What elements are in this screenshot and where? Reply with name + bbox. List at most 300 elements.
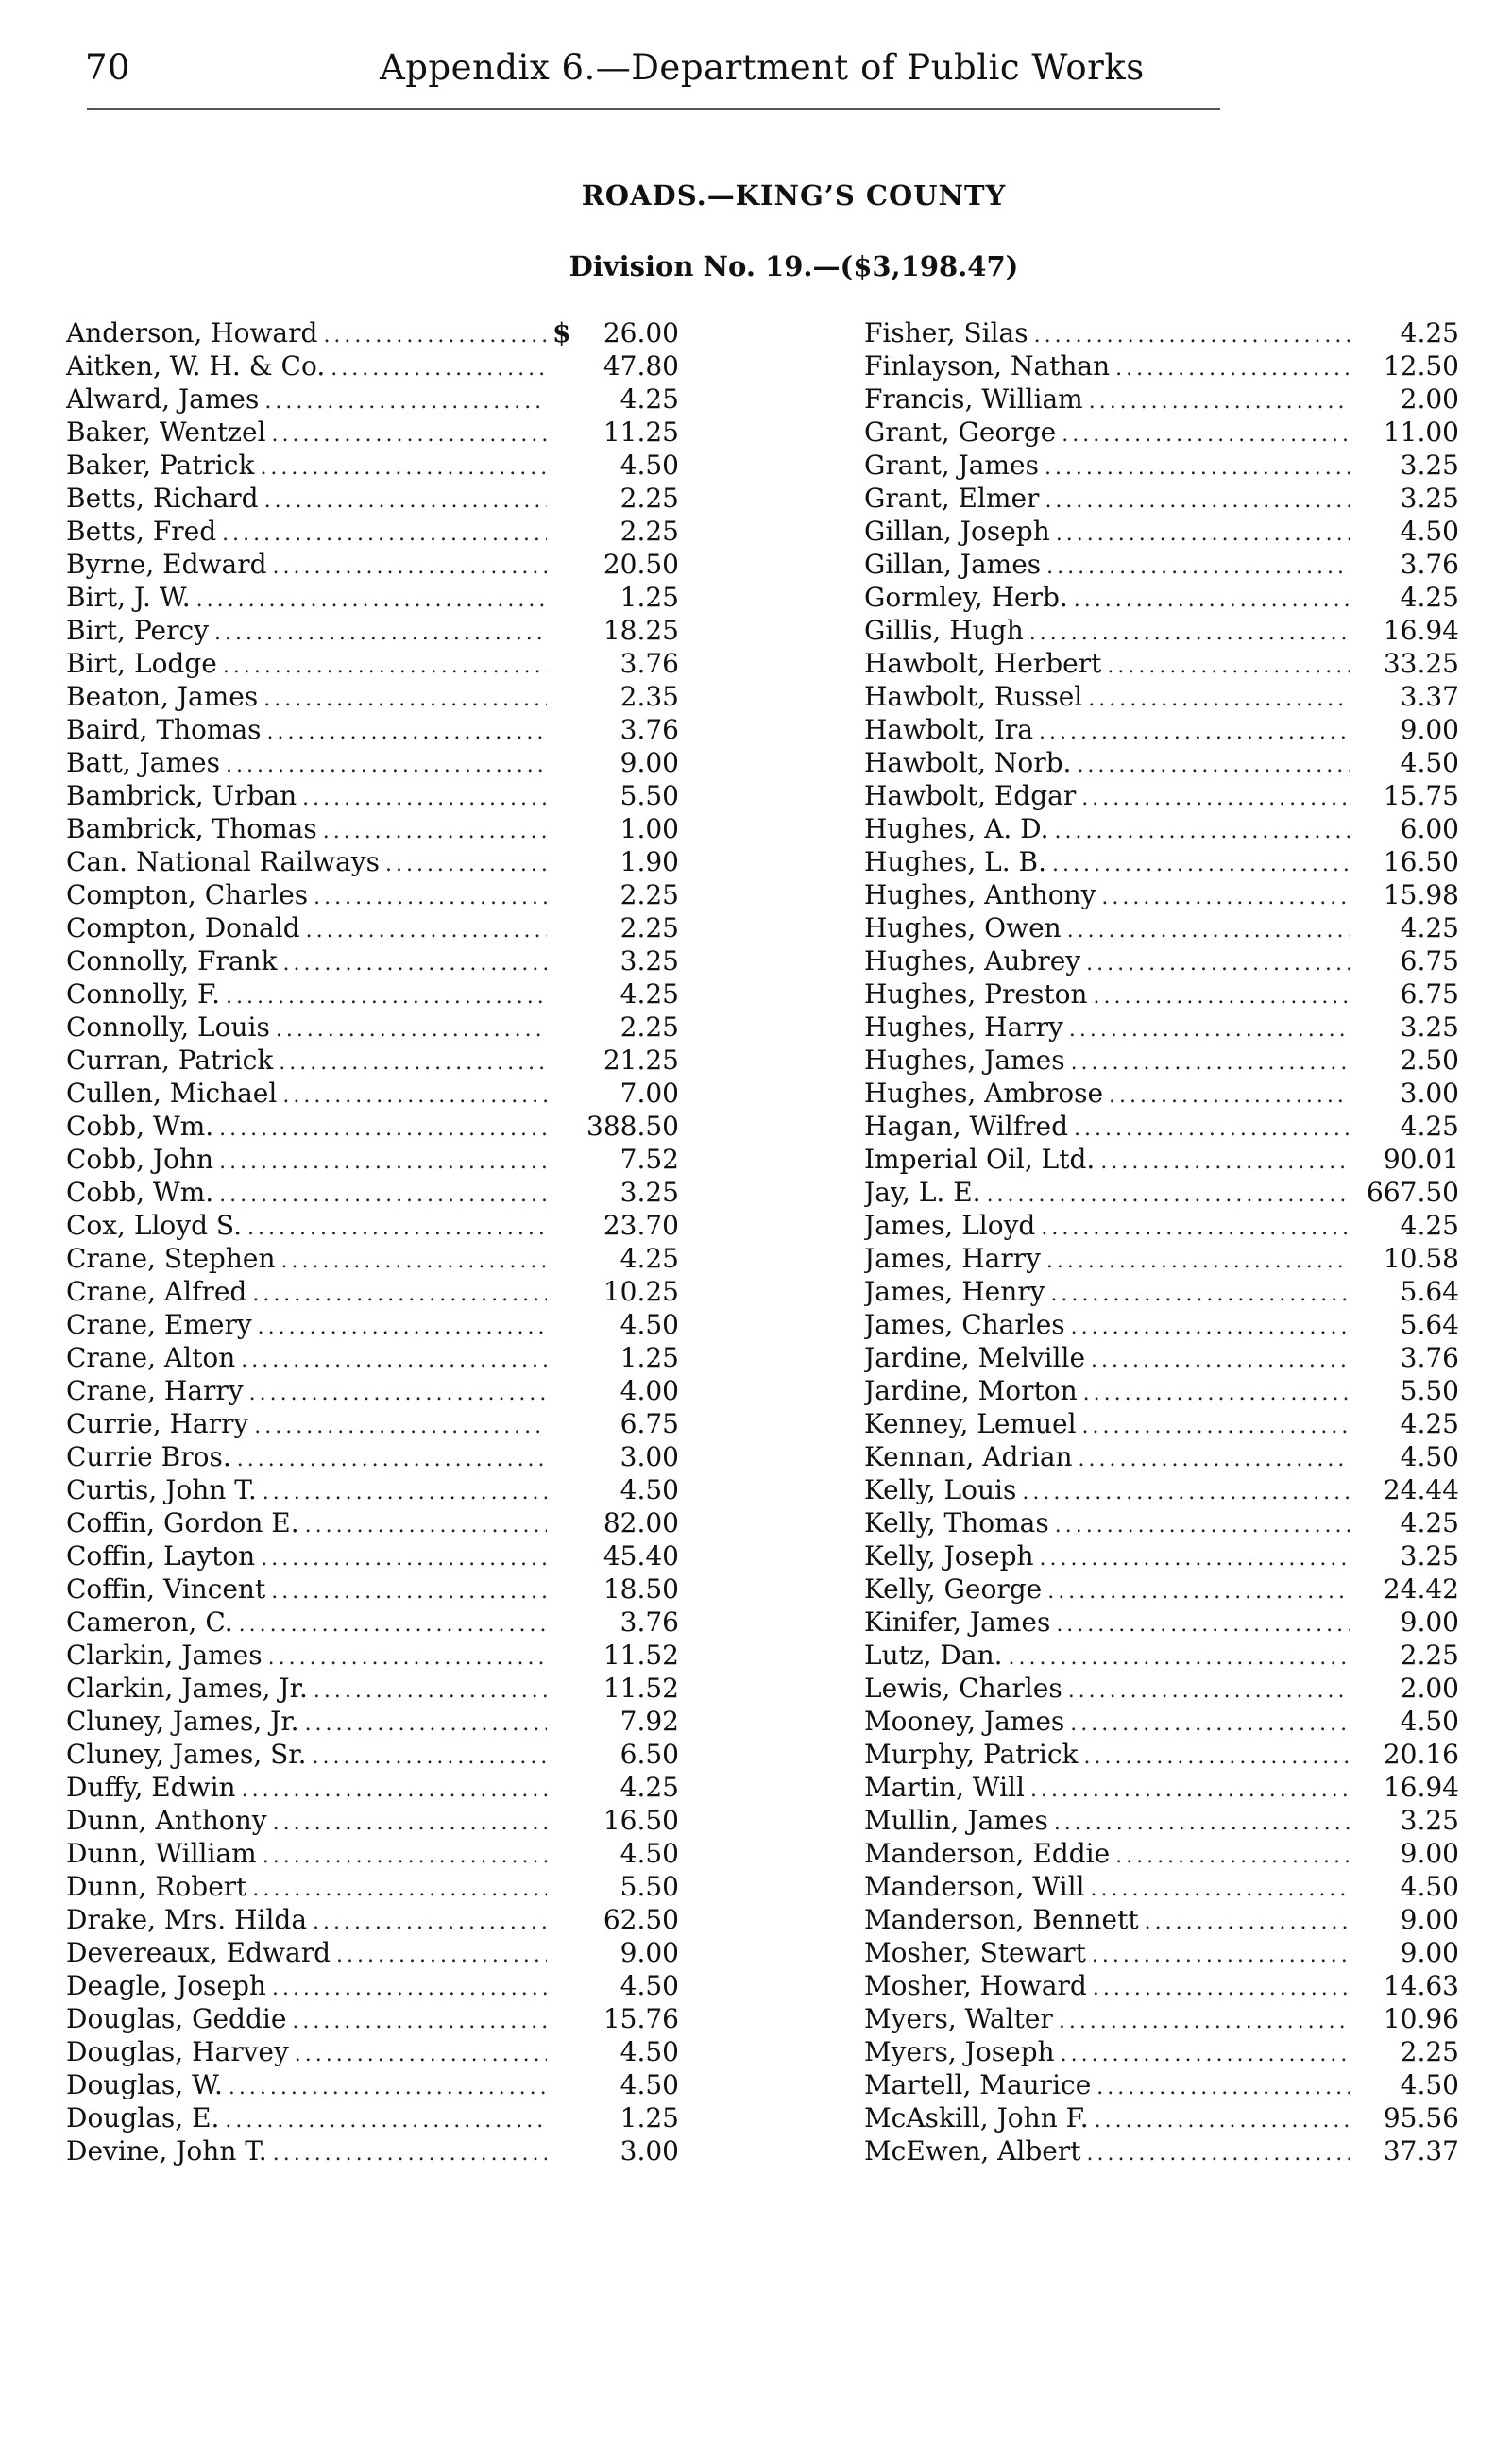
payment-row	[66, 316, 708, 349]
payment-amount: 23.70	[603, 1210, 679, 1241]
payee-name: Hughes, Harry	[864, 1011, 1063, 1043]
dot-leader	[1071, 1046, 1350, 1079]
dot-leader	[252, 1278, 547, 1311]
payment-row	[864, 1903, 1464, 1936]
payment-amount: 4.50	[1400, 1706, 1459, 1737]
payee-name: Kelly, Joseph	[864, 1540, 1034, 1572]
payee-name: Lewis, Charles	[864, 1673, 1062, 1704]
payment-row	[66, 1506, 708, 1539]
payee-name: Connolly, Frank	[66, 945, 278, 977]
payment-row	[66, 878, 708, 911]
dot-leader	[1056, 518, 1350, 551]
dot-leader	[313, 1906, 547, 1939]
dot-leader	[196, 584, 547, 617]
payment-amount: 3.00	[620, 2135, 679, 2167]
payment-row	[66, 1672, 708, 1705]
payee-name: Manderson, Bennett	[864, 1904, 1139, 1935]
dot-leader	[1062, 418, 1350, 451]
name-leader	[66, 1242, 552, 1278]
name-leader	[864, 1672, 1355, 1708]
name-leader	[864, 878, 1355, 914]
payment-row	[864, 382, 1464, 416]
name-leader	[66, 2002, 552, 2038]
payee-name: Douglas, Geddie	[66, 2003, 287, 2034]
payment-amount: 2.25	[620, 912, 679, 943]
payment-row	[864, 911, 1464, 944]
dot-leader	[264, 385, 547, 418]
payment-row	[864, 1969, 1464, 2002]
payment-row	[864, 1572, 1464, 1606]
payment-row	[864, 1440, 1464, 1473]
dot-leader	[305, 1509, 547, 1542]
payment-row	[864, 1011, 1464, 1044]
payee-name: Jardine, Morton	[864, 1375, 1078, 1406]
name-leader	[864, 1044, 1355, 1079]
dot-leader	[1071, 1311, 1350, 1344]
name-leader	[864, 779, 1355, 815]
payment-row	[864, 1374, 1464, 1407]
dot-leader	[1029, 617, 1350, 650]
payment-row	[66, 1374, 708, 1407]
name-leader	[864, 1473, 1355, 1509]
payment-amount: 45.40	[603, 1540, 679, 1572]
name-leader	[864, 977, 1355, 1013]
payment-amount: 4.50	[620, 450, 679, 481]
payment-amount: 7.52	[620, 1144, 679, 1175]
dot-leader	[226, 980, 547, 1013]
payee-name: Connolly, Louis	[66, 1011, 270, 1043]
payee-name: Beaton, James	[66, 681, 259, 712]
dot-leader	[1070, 1708, 1350, 1741]
payment-row	[864, 581, 1464, 614]
name-leader	[864, 1705, 1355, 1741]
payee-name: Byrne, Edward	[66, 549, 267, 580]
name-leader	[66, 1870, 552, 1906]
dot-leader	[263, 1840, 547, 1873]
payment-amount: 3.00	[1400, 1078, 1459, 1109]
payment-amount: 9.00	[620, 1937, 679, 1968]
name-leader	[864, 1639, 1355, 1674]
payment-row	[864, 1110, 1464, 1143]
payment-row	[864, 1341, 1464, 1374]
payee-name: Crane, Harry	[66, 1375, 244, 1406]
payment-row	[66, 746, 708, 779]
payment-row	[66, 515, 708, 548]
payment-row	[66, 1110, 708, 1143]
dot-leader	[1083, 1741, 1350, 1774]
dot-leader	[1100, 1146, 1350, 1179]
payee-name: Compton, Charles	[66, 879, 309, 910]
name-leader	[864, 1870, 1355, 1906]
payment-amount: 3.25	[1400, 1540, 1459, 1572]
payee-name: Murphy, Patrick	[864, 1739, 1079, 1770]
payment-row	[864, 515, 1464, 548]
name-leader	[66, 2101, 552, 2137]
payee-name: Grant, James	[864, 450, 1039, 481]
payee-name: Devine, John T.	[66, 2135, 267, 2167]
name-leader	[66, 680, 552, 716]
payment-row	[864, 680, 1464, 713]
payment-row	[864, 1639, 1464, 1672]
payee-name: Jay, L. E.	[864, 1177, 981, 1208]
payee-name: Hawbolt, Edgar	[864, 780, 1077, 811]
dot-leader	[314, 1674, 547, 1708]
payment-amount: 4.50	[620, 2036, 679, 2067]
payment-row	[864, 1705, 1464, 1738]
payment-amount: 16.50	[1383, 846, 1459, 877]
payment-row	[66, 911, 708, 944]
name-leader	[864, 1275, 1355, 1311]
payee-name: Devereaux, Edward	[66, 1937, 331, 1968]
name-leader	[66, 1176, 552, 1212]
dot-leader	[272, 418, 547, 451]
payment-row	[864, 1044, 1464, 1077]
payment-amount: 95.56	[1383, 2102, 1459, 2133]
payment-row	[864, 2002, 1464, 2035]
dot-leader	[1052, 848, 1350, 881]
dot-leader	[1054, 1807, 1350, 1840]
payee-name: Douglas, E.	[66, 2102, 220, 2133]
dot-leader	[1082, 1410, 1350, 1443]
name-leader	[66, 878, 552, 914]
payee-name: Finlayson, Nathan	[864, 350, 1111, 382]
payment-amount: 10.58	[1383, 1243, 1459, 1274]
payment-amount: 4.25	[1400, 1210, 1459, 1241]
payment-amount: 6.75	[620, 1408, 679, 1439]
dot-leader	[313, 1741, 547, 1774]
payee-name: Hughes, Preston	[864, 978, 1088, 1010]
payee-name: James, Harry	[864, 1243, 1041, 1274]
name-leader	[864, 349, 1355, 385]
payment-row	[66, 1407, 708, 1440]
dot-leader	[219, 1146, 547, 1179]
payment-amount: 4.50	[1400, 1871, 1459, 1902]
name-leader	[864, 2134, 1355, 2170]
payment-row	[864, 1837, 1464, 1870]
name-leader	[864, 1341, 1355, 1377]
payment-row	[66, 614, 708, 647]
payee-name: James, Charles	[864, 1309, 1065, 1340]
payment-row	[66, 1539, 708, 1572]
name-leader	[864, 2068, 1355, 2104]
name-leader	[66, 1837, 552, 1873]
payment-amount: 1.25	[620, 582, 679, 613]
name-leader	[66, 1407, 552, 1443]
name-leader	[66, 482, 552, 518]
payment-row	[864, 1539, 1464, 1572]
dot-leader	[222, 518, 547, 551]
payment-amount: 9.00	[1400, 714, 1459, 745]
payment-row	[66, 944, 708, 977]
payment-row	[66, 1804, 708, 1837]
payment-amount: 4.50	[1400, 1441, 1459, 1472]
payment-amount: 2.50	[1400, 1045, 1459, 1076]
name-leader	[66, 1011, 552, 1046]
payment-row	[864, 1209, 1464, 1242]
section-title: ROADS.—KING’S COUNTY	[581, 179, 1007, 212]
payee-name: Mullin, James	[864, 1805, 1048, 1836]
payee-name: Gormley, Herb.	[864, 582, 1068, 613]
payment-amount: 33.25	[1383, 648, 1459, 679]
payee-name: Crane, Emery	[66, 1309, 252, 1340]
dot-leader	[292, 2005, 547, 2038]
payment-row	[66, 1639, 708, 1672]
payee-name: Gillis, Hugh	[864, 615, 1024, 646]
payee-name: Birt, J. W.	[66, 582, 191, 613]
payee-name: Kinifer, James	[864, 1606, 1051, 1638]
payment-amount: 4.25	[620, 383, 679, 415]
payee-name: Gillan, Joseph	[864, 516, 1050, 547]
payment-amount: 11.52	[603, 1673, 679, 1704]
payment-amount: 4.25	[1400, 1507, 1459, 1538]
payee-name: Currie, Harry	[66, 1408, 249, 1439]
payment-row	[66, 1440, 708, 1473]
dot-leader	[273, 2137, 547, 2170]
dot-leader	[279, 1046, 547, 1079]
payment-row	[66, 845, 708, 878]
payment-amount: 90.01	[1383, 1144, 1459, 1175]
payment-amount: 7.00	[620, 1078, 679, 1109]
name-leader	[864, 1242, 1355, 1278]
payment-row	[864, 713, 1464, 746]
payment-row	[864, 316, 1464, 349]
name-leader	[66, 647, 552, 683]
payment-amount: 3.25	[620, 945, 679, 977]
name-leader	[864, 1837, 1355, 1873]
payment-row	[864, 1804, 1464, 1837]
dot-leader	[1079, 1443, 1350, 1476]
payment-amount: 5.50	[620, 1871, 679, 1902]
payee-name: Cluney, James, Sr.	[66, 1739, 307, 1770]
name-leader	[66, 1969, 552, 2005]
payment-amount: 3.25	[1400, 1805, 1459, 1836]
dot-leader	[1109, 1079, 1350, 1113]
payee-name: Imperial Oil, Ltd.	[864, 1144, 1096, 1175]
dot-leader	[1083, 1377, 1350, 1410]
payee-name: Hawbolt, Norb.	[864, 747, 1072, 778]
payee-name: Can. National Railways	[66, 846, 380, 877]
dot-leader	[1095, 2104, 1350, 2137]
payment-amount: 3.25	[1400, 450, 1459, 481]
dot-leader	[273, 1807, 547, 1840]
payment-row	[864, 746, 1464, 779]
payment-row	[66, 2068, 708, 2101]
name-leader	[66, 1672, 552, 1708]
name-leader	[66, 845, 552, 881]
dot-leader	[264, 484, 547, 518]
payment-amount: 388.50	[586, 1111, 679, 1142]
payee-name: Hughes, A. D.	[864, 813, 1049, 844]
name-leader	[864, 416, 1355, 451]
name-leader	[66, 2035, 552, 2071]
payment-amount: 2.25	[620, 879, 679, 910]
name-leader	[66, 614, 552, 650]
dot-leader	[1091, 1873, 1351, 1906]
payee-name: Bambrick, Thomas	[66, 813, 317, 844]
right-column	[864, 316, 1464, 2167]
payment-amount: 3.76	[1400, 1342, 1459, 1373]
payment-amount: 9.00	[620, 747, 679, 778]
payee-name: Currie Bros.	[66, 1441, 231, 1472]
dot-leader	[1030, 1774, 1350, 1807]
payment-amount: 4.25	[1400, 317, 1459, 348]
payee-name: Dunn, Anthony	[66, 1805, 267, 1836]
dot-leader	[271, 1575, 547, 1608]
payment-amount: 6.50	[620, 1739, 679, 1770]
payment-amount: 2.25	[620, 483, 679, 514]
header-rule	[87, 108, 1220, 110]
dot-leader	[1089, 385, 1350, 418]
payment-row	[864, 614, 1464, 647]
payment-row	[66, 1738, 708, 1771]
payment-amount: 4.25	[620, 1243, 679, 1274]
name-leader	[864, 1903, 1355, 1939]
payment-amount: 18.25	[603, 615, 679, 646]
payment-row	[864, 1936, 1464, 1969]
payment-row	[864, 1407, 1464, 1440]
name-leader	[864, 581, 1355, 617]
payment-row	[864, 1143, 1464, 1176]
payment-row	[864, 878, 1464, 911]
payee-name: Baker, Wentzel	[66, 416, 266, 448]
payment-row	[66, 1771, 708, 1804]
name-leader	[864, 316, 1355, 352]
dot-leader	[1067, 914, 1350, 947]
name-leader	[864, 482, 1355, 518]
dot-leader	[1086, 947, 1350, 980]
name-leader	[66, 1077, 552, 1113]
dot-leader	[1055, 1509, 1350, 1542]
name-leader	[864, 2002, 1355, 2038]
payment-amount: 24.44	[1383, 1474, 1459, 1505]
name-leader	[864, 2035, 1355, 2071]
payment-amount: 20.16	[1383, 1739, 1459, 1770]
dot-leader	[305, 1708, 547, 1741]
payment-amount: 4.25	[1400, 1111, 1459, 1142]
payment-amount: 4.25	[1400, 582, 1459, 613]
name-leader	[66, 1639, 552, 1674]
payment-amount: 24.42	[1383, 1573, 1459, 1605]
payment-row	[864, 812, 1464, 845]
name-leader	[864, 911, 1355, 947]
payment-row	[66, 1209, 708, 1242]
payment-amount: 11.25	[603, 416, 679, 448]
payment-amount: 5.50	[1400, 1375, 1459, 1406]
payee-name: Douglas, W.	[66, 2069, 223, 2100]
payee-name: Kelly, Thomas	[864, 1507, 1049, 1538]
payee-name: Crane, Alton	[66, 1342, 236, 1373]
payee-name: Grant, Elmer	[864, 483, 1040, 514]
payee-name: Compton, Donald	[66, 912, 300, 943]
name-leader	[66, 779, 552, 815]
payee-name: Cobb, Wm.	[66, 1177, 214, 1208]
payment-row	[66, 1308, 708, 1341]
payment-amount: 3.37	[1400, 681, 1459, 712]
payment-row	[864, 1672, 1464, 1705]
name-leader	[66, 2068, 552, 2104]
payment-row	[864, 449, 1464, 482]
payee-name: Grant, George	[864, 416, 1057, 448]
dot-leader	[242, 1774, 547, 1807]
payment-amount: 62.50	[603, 1904, 679, 1935]
name-leader	[864, 1572, 1355, 1608]
payee-name: Hughes, Owen	[864, 912, 1062, 943]
payee-name: Kenney, Lemuel	[864, 1408, 1077, 1439]
payee-name: Manderson, Will	[864, 1871, 1085, 1902]
payment-amount: 3.76	[620, 714, 679, 745]
name-leader	[864, 746, 1355, 782]
payment-row	[66, 1606, 708, 1639]
dot-leader	[1115, 1840, 1350, 1873]
running-title: Appendix 6.—Department of Public Works	[380, 47, 1145, 88]
dot-leader	[1101, 881, 1350, 914]
payee-name: Myers, Walter	[864, 2003, 1053, 2034]
payee-name: Crane, Alfred	[66, 1276, 247, 1307]
name-leader	[66, 1539, 552, 1575]
dot-leader	[219, 1179, 547, 1212]
payment-amount: 26.00	[603, 317, 679, 348]
page-number: 70	[85, 47, 131, 88]
payee-name: James, Lloyd	[864, 1210, 1036, 1241]
name-leader	[66, 1572, 552, 1608]
payment-amount: 1.25	[620, 2102, 679, 2133]
name-leader	[864, 845, 1355, 881]
payment-row	[66, 1143, 708, 1176]
payee-name: Coffin, Vincent	[66, 1573, 266, 1605]
payee-name: Hawbolt, Ira	[864, 714, 1034, 745]
payment-row	[864, 416, 1464, 449]
dot-leader	[1050, 1278, 1350, 1311]
payee-name: Fisher, Silas	[864, 317, 1028, 348]
dot-leader	[272, 1972, 547, 2005]
name-leader	[864, 1110, 1355, 1146]
payee-name: Kelly, George	[864, 1573, 1043, 1605]
dot-leader	[219, 1113, 547, 1146]
payment-amount: 16.94	[1383, 615, 1459, 646]
payee-name: Cox, Lloyd S.	[66, 1210, 243, 1241]
payment-row	[66, 1275, 708, 1308]
payment-row	[864, 1738, 1464, 1771]
payment-amount: 3.25	[1400, 483, 1459, 514]
payment-amount: 37.37	[1383, 2135, 1459, 2167]
payment-amount: 9.00	[1400, 1838, 1459, 1869]
dot-leader	[1039, 716, 1350, 749]
payee-name: Manderson, Eddie	[864, 1838, 1111, 1869]
payment-row	[864, 349, 1464, 382]
dot-leader	[283, 947, 547, 980]
payment-amount: 4.25	[1400, 1408, 1459, 1439]
payment-row	[864, 2035, 1464, 2068]
payment-row	[66, 2134, 708, 2167]
name-leader	[864, 1804, 1355, 1840]
name-leader	[66, 1143, 552, 1179]
payment-amount: 4.50	[620, 1838, 679, 1869]
payment-amount: 4.50	[620, 2069, 679, 2100]
dot-leader	[1045, 484, 1350, 518]
payment-row	[864, 779, 1464, 812]
payment-row	[66, 1044, 708, 1077]
name-leader	[66, 944, 552, 980]
name-leader	[66, 349, 552, 385]
dot-leader	[239, 1608, 547, 1641]
name-leader	[864, 1440, 1355, 1476]
payee-name: Cluney, James, Jr.	[66, 1706, 299, 1737]
payee-name: Alward, James	[66, 383, 260, 415]
payment-row	[66, 1837, 708, 1870]
name-leader	[66, 911, 552, 947]
name-leader	[864, 944, 1355, 980]
name-leader	[864, 548, 1355, 584]
